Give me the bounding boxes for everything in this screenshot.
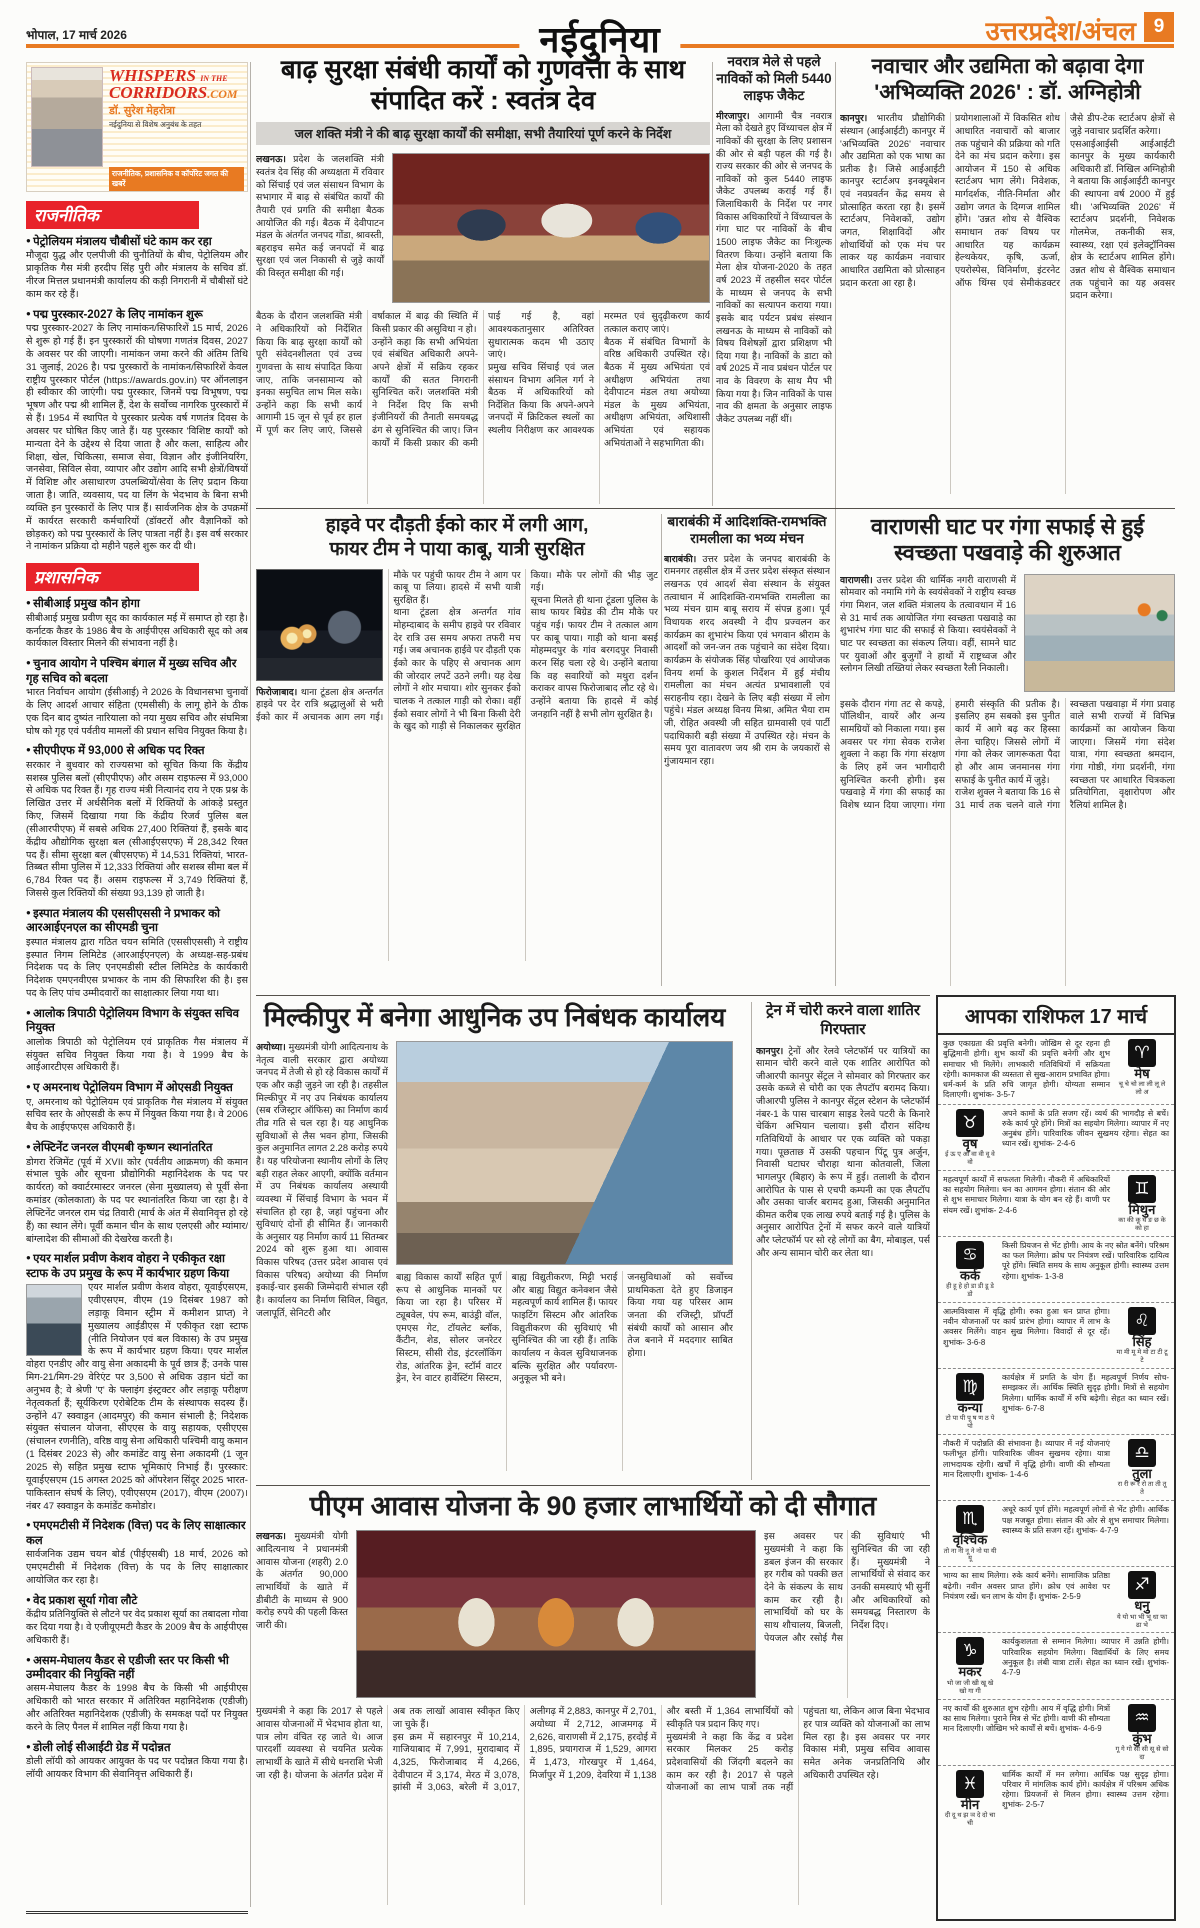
article-headline: नवरात्र मेले से पहले नाविकों को मिली 5440 लाइफ जैकेट (716, 54, 832, 103)
brief-body: इस्पात मंत्रालय द्वारा गठित चयन समिति (एससीएससी) ने राष्ट्रीय इस्पात निगम लिमिटेड (आरआईएनएल) के अध्यक्ष-सह-प्रबंध निदेशक पद के लिए एनएमडीसी स्टील लिमिटेड के कार्यकारी निदेशक एमएनवीएस प्रभाकर के नाम की सिफारिश की है। इस पद के लिए पांच उम्मीदवारों का साक्षात्कार लिया गया था। (26, 936, 248, 1000)
news-brief (26, 907, 248, 1001)
horoscope-text: अधूरे कार्य पूर्ण होंगे। महत्वपूर्ण लोगों से भेंट होगी। आर्थिक पक्ष मजबूत होगा। संतान की ओर से शुभ समाचार मिलेगा। स्वास्थ्य के प्रति सजग रहें। शुभांक- 4-7-9 (1002, 1505, 1169, 1535)
zodiac-name: कुंभ (1132, 1730, 1152, 1746)
divider-vertical (250, 62, 251, 1907)
ganga-ghat-photo (1024, 574, 1175, 692)
zodiac-icon: ♊ (1128, 1175, 1156, 1203)
brief-body: सार्वजनिक उद्यम चयन बोर्ड (पीईएसबी) 18 मार्च, 2026 को एमएमटीसी में निदेशक (वित्त) के पद के लिए साक्षात्कार आयोजित कर रहा है। (26, 1549, 248, 1586)
zodiac-icon: ♒ (1128, 1704, 1156, 1732)
zodiac-icon: ♉ (956, 1109, 984, 1137)
news-brief (26, 1007, 248, 1075)
horoscope-panel (936, 995, 1176, 1921)
news-brief (26, 235, 248, 302)
zodiac-name: कन्या (957, 1400, 983, 1416)
zodiac-syllables: दी दू थ झ ञ दे दो चा ची (944, 1811, 996, 1827)
horoscope-entry (938, 1766, 1174, 1831)
brief-body: डोगरा रेजिमेंट (पूर्व में XVII कोर (पर्वतीय आक्रमण) की कमान संभाल चुके और सूचना प्रौद्योगिकी महानिदेशक के पद पर कार्यरत) को क्वार्टरमास्टर जनरल (सेना मुख्यालय) से पूर्वी सेना कमांडर (कोलकाता) के पद पर स्थानांतरित किया जा रहा है। वे लेफ्टिनेंट जनरल राम चंद्र तिवारी (मार्च के अंत में सेवानिवृत्त हो रहे हैं) का स्थान लेंगे। पूर्वी कमान चीन के साथ एलएसी और म्यांमार/बांग्लादेश की सीमाओं की देखरेख करती है। (26, 1156, 248, 1245)
zodiac-icon: ♌ (1128, 1307, 1156, 1335)
zodiac-syllables: तो ना नी नू ने नो या यी यू (943, 1547, 997, 1563)
zodiac-name: वृष (962, 1135, 978, 1151)
zodiac-name: तुला (1132, 1466, 1152, 1482)
zodiac-icon: ♎ (1128, 1439, 1156, 1467)
dateline: अयोध्या। (256, 1042, 286, 1053)
brief-title: ● इस्पात मंत्रालय की एससीएससी ने प्रभाकर को आरआईएनएल का सीएमडी चुना (26, 907, 248, 936)
article-headline: मिल्कीपुर में बनेगा आधुनिक उप निबंधक कार्यालय (263, 1002, 726, 1032)
news-brief (26, 597, 248, 651)
zodiac-syllables: मा मी मू मे मो टा टी टू टे (1116, 1349, 1168, 1365)
news-brief (26, 744, 248, 901)
horoscope-entries (938, 1035, 1174, 1831)
zodiac-icon: ♓ (956, 1770, 984, 1798)
brief-body: आलोक त्रिपाठी को पेट्रोलियम एवं प्राकृतिक गैस मंत्रालय में संयुक्त सचिव नियुक्त किया गया है। वे 1999 बैच के आईआरटीएस अधिकारी हैं। (26, 1036, 248, 1074)
horoscope-text: भाग्य का साथ मिलेगा। रुके कार्य बनेंगे। सामाजिक प्रतिष्ठा बढ़ेगी। नवीन अवसर प्राप्त होंगे। क्रोध एवं आवेश पर नियंत्रण रखें। धन लाभ के योग हैं। शुभांक- 2-5-9 (943, 1571, 1110, 1601)
brief-body: मौजूदा युद्ध और एलपीजी की चुनौतियों के बीच, पेट्रोलियम और प्राकृतिक गैस मंत्री हरदीप सिंह पुरी और मंत्रालय के सचिव डॉ. नीरज मित्तल प्रधानमंत्री कार्यालय की कड़ी निगरानी में चौबीसों घंटे काम कर रहे हैं। (26, 250, 248, 300)
office-building-photo (396, 1041, 733, 1265)
news-brief (26, 1594, 248, 1648)
horoscope-title: आपका राशिफल 17 मार्च (938, 997, 1174, 1035)
zodiac-syllables: चू चे चो ला ली लू ले लो अ (1118, 1081, 1166, 1097)
zodiac-icon: ♑ (956, 1637, 984, 1665)
brief-title: ● चुनाव आयोग ने पश्चिम बंगाल में मुख्य सचिव और गृह सचिव को बदला (26, 657, 248, 686)
meeting-photo (392, 153, 710, 303)
air-marshal-portrait (26, 1284, 82, 1356)
brief-title: ● वेद प्रकाश सूर्या गोवा लौटे (26, 1594, 248, 1608)
horoscope-text: धार्मिक कार्यों में मन लगेगा। आर्थिक पक्ष सुदृढ़ होगा। परिवार में मांगलिक कार्य होंगे। कार्यक्षेत्र में परिश्रम अधिक रहेगा। प्रियजनों से मिलन होगा। स्वास्थ्य उत्तम रहेगा। शुभांक- 2-5-7 (1002, 1769, 1169, 1810)
section-head-politics: राजनीतिक (26, 201, 199, 229)
zodiac-name: वृश्चिक (952, 1532, 988, 1548)
news-brief (26, 1141, 248, 1246)
zodiac-name: कर्क (960, 1267, 980, 1283)
cm-event-photo (356, 1530, 756, 1698)
horoscope-text: कुछ एकाग्रता की प्रवृत्ति बनेगी। जोखिम से दूर रहना ही बुद्धिमानी होगी। शुभ कार्यों की प्रवृत्ति बनेगी और शुभ समाचार भी मिलेंगे। लाभकारी गतिविधियों में सक्रियता रहेगी। कामकाज की व्यस्तता से सुख-आराम प्रभावित होगा। धर्म-कर्म के प्रति रुचि जागृत होगी। योग्यता सम्मान दिलाएगी। शुभांक- 3-5-7 (943, 1039, 1110, 1100)
admin-items-b (26, 1519, 248, 1781)
horoscope-text: नए कार्यों की शुरुआत शुभ रहेगी। आय में वृद्धि होगी। मित्रों का साथ मिलेगा। पुराने मित्र से भेंट होगी। वाणी की सौम्यता मान दिलाएगी। जोखिम भरे कार्यों से बचें। शुभांक- 4-6-9 (943, 1703, 1110, 1734)
dateline: लखनऊ। (256, 154, 286, 165)
zodiac-name: मिथुन (1128, 1201, 1156, 1217)
section-label: उत्तरप्रदेश/अंचल (985, 16, 1136, 46)
news-brief (26, 1741, 248, 1782)
brief-body: सरकार ने बुधवार को राज्यसभा को सूचित किया कि केंद्रीय सशस्त्र पुलिस बलों (सीएपीएफ) और असम राइफल्स में 93,000 से अधिक पद रिक्त हैं। गृह राज्य मंत्री नित्यानंद राय ने एक प्रश्न के लिखित उत्तर में अर्धसैनिक बलों में रिक्तियों के आंकड़े प्रस्तुत किए, जिसमें दिखाया गया कि केंद्रीय रिजर्व पुलिस बल (सीआरपीएफ) में सबसे अधिक 27,400 रिक्तियां हैं, इसके बाद केंद्रीय औद्योगिक सुरक्षा बल (सीआईएसएफ) में 28,342 रिक्त पद हैं। सीमा सुरक्षा बल (बीएसएफ) में 14,531 रिक्तियां, भारत-तिब्बत सीमा पुलिस में 12,333 रिक्तियां और सशस्त्र सीमा बल में 6,784 रिक्त पद हैं। असम राइफल्स में 3,749 रिक्तियां हैं, जिससे कुल रिक्तियों की संख्या 93,139 हो जाती है। (26, 759, 248, 900)
ad-strip: राजनीतिक, प्रशासनिक व कॉर्पोरेट जगत की खबरें (109, 167, 244, 191)
brief-body: डोली लॉयी को आयकर आयुक्त के पद पर पदोन्नत किया गया है। लॉयी आयकर विभाग की सेवानिवृत्त अधिकारी हैं। (26, 1756, 248, 1780)
brief-title: ● सीबीआई प्रमुख कौन होगा (26, 597, 248, 611)
article-body: फिरोजाबाद। थाना टूंडला क्षेत्र अन्तर्गत हाइवे पर देर रात्रि श्रद्धालुओं से भरी ईको कार में अचानक आग लग गई। मौके पर पहुंची फायर टीम ने आग पर काबू पा लिया। हादसे में सभी यात्री सुरक्षित हैं। थाना टूंडला क्षेत्र अन्तर्गत गांव मोहम्दाबाद के समीप हाइवे पर रविवार देर रात्रि उस समय अफरा तफरी मच गई। जब अचानक हाईवे पर दौड़ती एक ईको कार के पहिए से अचानक आग की जोरदार लपटें उठने लगी। यह देख लोगों ने शोर मचाया। शोर सुनकर ईको चालक ने तत्काल गाड़ी को रोका। वहीं ईको सवार लोगों ने भी बिना किसी देरी के खुद को गाड़ी से निकालकर सुरक्षित किया। मौके पर लोगों की भीड़ जुट गई। सूचना मिलते ही थाना टूंडला पुलिस के साथ फायर बिग्रेड की टीम मौके पर पहुंच गई। फायर टीम ने तत्काल आग पर काबू पाया। गाड़ी को थाना बसई मोहम्मदपुर के गांव बरगदपुर निवासी करन सिंह चला रहे थे। उन्होंने बताया कि वह सवारियों को मथुरा दर्शन कराकर वापस फिरोजाबाद लौट रहे थे। उन्होंने बताया कि हादसे में कोई जनहानि नहीं है सभी लोग सुरक्षित है। (256, 569, 658, 732)
zodiac-icon: ♍ (956, 1373, 984, 1401)
article-eco-car-fire (256, 514, 658, 986)
article-headline: वाराणसी घाट पर गंगा सफाई से हुई स्वच्छता पखवाड़े की शुरुआत (870, 514, 1145, 566)
article-life-jackets (716, 54, 832, 504)
dateline: फिरोजाबाद। (256, 686, 298, 697)
whispers-ad[interactable] (26, 62, 248, 192)
brief-title: ● आलोक त्रिपाठी पेट्रोलियम विभाग के संयुक्त सचिव नियुक्त (26, 1007, 248, 1036)
article-lede: अयोध्या। मुख्यमंत्री योगी आदित्यनाथ के नेतृत्व वाली सरकार द्वारा अयोध्या जनपद में तेजी से हो रहे विकास कार्यों में एक और कड़ी जुड़ने जा रही है। तहसील मिल्कीपुर में नए उप निबंधक कार्यालय (सब रजिस्ट्रार ऑफिस) का निर्माण कार्य तीव्र गति से चल रहा है। यह आधुनिक सुविधाओं से लैस भवन होगा, जिसकी कुल अनुमानित लागत 2.28 करोड़ रुपये है। यह परियोजना स्थानीय लोगों के लिए बड़ी राहत लेकर आएगी, क्योंकि वर्तमान में उप निबंधक कार्यालय अस्थायी व्यवस्था में सिंचाई विभाग के भवन में संचालित हो रहा है, जहां पहुंचना और सुविधाएं दोनों ही सीमित हैं। जानकारी के अनुसार यह निर्माण कार्य 11 सितम्बर 2024 को शुरू हुआ था। आवास विकास परिषद (उत्तर प्रदेश आवास एवं विकास परिषद) अयोध्या की निर्माण इकाई-चार इसकी जिम्मेदारी संभाल रही है। कार्यालय का निर्माण सिविल, विद्युत, जलापूर्ति, सेनिटरी और (256, 1042, 388, 1318)
dateline: बाराबंकी। (664, 553, 697, 564)
page-number-badge: 9 (1144, 12, 1174, 42)
zodiac-name: मकर (958, 1664, 982, 1680)
brief-title: ● एयर मार्शल प्रवीण केशव वोहरा ने एकीकृत रक्षा स्टाफ के उप प्रमुख के रूप में कार्यभार ग्रहण किया (26, 1252, 248, 1281)
zodiac-icon: ♐ (1128, 1571, 1156, 1599)
article-milkipur-office (256, 1002, 733, 1480)
news-brief-air-marshal (26, 1252, 248, 1513)
zodiac-syllables: टो पा पी पू ष ण ठ पे पो (945, 1415, 995, 1431)
car-fire-photo (256, 569, 383, 681)
news-brief (26, 657, 248, 738)
dateline: वाराणसी। (840, 574, 873, 585)
ad-title-inthe: IN THE (200, 74, 228, 83)
ad-title-line1: WHISPERS (109, 66, 196, 85)
brief-title: ● लेफ्टिनेंट जनरल वीएमबी कृष्णन स्थानांतरित (26, 1141, 248, 1155)
divider-horizontal (256, 1485, 930, 1486)
edition-date: भोपाल, 17 मार्च 2026 (26, 28, 127, 42)
article-body: बाह्य विकास कार्यों सहित पूर्ण रूप से आधुनिक मानकों पर किया जा रहा है। परिसर में ट्यूबवेल, पंप रूम, बाउंड्री वॉल, एमएस गेट, टॉयलेट ब्लॉक, कैंटीन, शेड, सोलर जनरेटर सिस्टम, सीसी रोड, इंटरलॉकिंग रोड, आंतरिक ड्रेन, स्टॉर्म वाटर ड्रेन, रेन वाटर हार्वेस्टिंग सिस्टम, बाह्य विद्युतीकरण, मिट्टी भराई और बाह्य विद्युत कनेक्शन जैसे महत्वपूर्ण कार्य शामिल हैं। फायर फाइटिंग सिस्टम और आंतरिक विद्युतीकरण की सुविधाएं भी सुनिश्चित की जा रही हैं। ताकि कार्यालय न केवल सुविधाजनक बल्कि सुरक्षित और पर्यावरण-अनुकूल भी बने। जनसुविधाओं को सर्वोच्च प्राथमिकता देते हुए डिजाइन किया गया यह परिसर आम जनता की रजिस्ट्री, प्रॉपर्टी संबंधी कार्यों को आसान और तेज बनाने में मददगार साबित होगा। (396, 1272, 733, 1384)
brief-body: पद्म पुरस्कार-2027 के लिए नामांकन/सिफारिशें 15 मार्च, 2026 से शुरू हो गई हैं। इन पुरस्कारों की घोषणा गणतंत्र दिवस, 2027 के अवसर पर की जाएगी। नामांकन जमा करने की अंतिम तिथि 31 जुलाई, 2026 है। पद्म पुरस्कारों के नामांकन/सिफारिशें केवल राष्ट्रीय पुरस्कार पोर्टल (https://awards.gov.in) पर ऑनलाइन ही स्वीकार की जाएंगी। पद्म पुरस्कार, जिनमें पद्म विभूषण, पद्म भूषण और पद्म श्री शामिल हैं, देश के सर्वोच्च नागरिक पुरस्कारों में से हैं। 1954 में स्थापित ये पुरस्कार प्रत्येक वर्ष गणतंत्र दिवस के अवसर पर घोषित किए जाते हैं। यह पुरस्कार 'विशिष्ट कार्यों' को मान्यता देने के उद्देश्य से दिया जाता है और कला, साहित्य और शिक्षा, खेल, चिकित्सा, समाज सेवा, विज्ञान और इंजीनियरिंग, जनसेवा, सिविल सेवा, व्यापार और उद्योग आदि सभी क्षेत्रों/विषयों में विशिष्ट और असाधारण उपलब्धियों/सेवा के लिए प्रदान किया जाता है। जाति, व्यवसाय, पद या लिंग के भेदभाव के बिना सभी व्यक्ति इन पुरस्कारों के लिए पात्र हैं। सार्वजनिक क्षेत्र के उपक्रमों में कार्यरत सरकारी कर्मचारियों (डॉक्टरों और वैज्ञानिकों को छोड़कर) को पद्म पुरस्कारों के लिए पात्रता नहीं है। इस वर्ष सरकार ने नामांकन प्रक्रिया दो महीने पहले शुरू कर दी थी। (26, 323, 248, 553)
zodiac-syllables: रा री रू रे रो ता ती तू ते (1117, 1481, 1167, 1497)
article-headline: बाराबंकी में आदिशक्ति-रामभक्ति रामलीला का भव्य मंचन (667, 514, 827, 546)
brief-body: असम-मेघालय कैडर के 1998 बैच के किसी भी आईपीएस अधिकारी को भारत सरकार में अतिरिक्त महानिदेशक (एडीजी) और अतिरिक्त महानिदेशक (एडीजी) के समकक्ष पदों पर नियुक्त करने के लिए पैनल में शामिल नहीं किया गया है। (26, 1683, 248, 1733)
horoscope-text: किसी प्रियजन से भेंट होगी। आय के नए स्रोत बनेंगे। परिश्रम का फल मिलेगा। क्रोध पर नियंत्रण रखें। पारिवारिक दायित्व पूरे होंगे। स्थिति समय के साथ अनुकूल होगी। स्वास्थ्य उत्तम रहेगा। शुभांक- 1-3-8 (1002, 1240, 1169, 1281)
article-lede: वाराणसी। उत्तर प्रदेश की धार्मिक नगरी वाराणसी में सोमवार को नमामि गंगे के स्वयंसेवकों ने राष्ट्रीय स्वच्छ गंगा मिशन, जल शक्ति मंत्रालय के तत्वावधान में 16 से 31 मार्च तक आयोजित गंगा स्वच्छता पखवाड़े का शुभारंभ गंगा घाट की सफाई से किया। स्वयंसेवकों ने घाट पर स्वच्छता का संकल्प लिया। वहीं, सामने घाट पर युवाओं और बुजुर्गों ने हाथों में राष्ट्रध्वज और स्लोगन लिखी तख्तियां लेकर स्वच्छता रैली निकाली। (840, 574, 1017, 674)
masthead-title: नईदुनिया (519, 14, 680, 63)
horoscope-entry (938, 1035, 1174, 1105)
brief-title: ● असम-मेघालय कैडर से एडीजी स्तर पर किसी भी उम्मीदवार की नियुक्ति नहीं (26, 1654, 248, 1683)
zodiac-name: मीन (960, 1796, 980, 1812)
horoscope-entry (938, 1501, 1174, 1567)
horoscope-entry (938, 1237, 1174, 1303)
dateline: मीरजापुर। (716, 110, 750, 121)
article-headline: ट्रेन में चोरी करने वाला शातिर गिरफ्तार (765, 1002, 921, 1038)
zodiac-icon: ♏ (956, 1505, 984, 1533)
article-flood-review (256, 54, 710, 504)
article-abhivyakti (840, 54, 1175, 504)
brief-title: ● डोली लोई सीआईटी ग्रेड में पदोन्नत (26, 1741, 248, 1755)
news-brief (26, 1081, 248, 1135)
article-ganga-cleanup (840, 514, 1175, 986)
ad-author: डॉ. सुरेश मेहरोत्रा (109, 105, 176, 117)
dateline: कानपुर। (756, 1045, 784, 1056)
zodiac-icon: ♈ (1128, 1039, 1156, 1067)
columnist-photo (31, 67, 103, 167)
whispers-column (26, 62, 248, 1914)
article-headline: पीएम आवास योजना के 90 हजार लाभार्थियों को दी सौगात (309, 1491, 877, 1521)
ad-title-line2: CORRIDORS (109, 83, 208, 102)
zodiac-name: धनु (1134, 1598, 1150, 1614)
section-head-admin: प्रशासनिक (26, 563, 199, 591)
article-headline: बाढ़ सुरक्षा संबंधी कार्यों को गुणवत्ता के साथ संपादित करें : स्वतंत्र देव (280, 54, 686, 115)
brief-body: सीबीआई प्रमुख प्रवीण सूद का कार्यकाल मई में समाप्त हो रहा है। कर्नाटक कैडर के 1986 बैच के आईपीएस अधिकारी सूद को अब कार्यकाल विस्तार मिलने की संभावना नहीं है। (26, 612, 248, 650)
divider-vertical (712, 62, 713, 506)
ad-tagline: नईदुनिया से विशेष अनुबंध के तहत (109, 120, 202, 129)
horoscope-text: नौकरी में पदोन्नति की संभावना है। व्यापार में नई योजनाएं फलीभूत होंगी। पारिवारिक जीवन सुखमय रहेगा। यात्रा लाभदायक रहेगी। खर्चों में वृद्धि होगी। वाणी की सौम्यता मान दिलाएगी। शुभांक- 1-4-6 (943, 1439, 1110, 1479)
article-body: कानपुर। भारतीय प्रौद्योगिकी संस्थान (आईआईटी) कानपुर में 'अभिव्यक्ति 2026' नवाचार और उद्यमिता को एक भाषा का प्रतीक है। जिसे आईआईटी कानपुर स्टार्टअप इनक्यूबेशन एवं नवप्रवर्तन केंद्र समय से प्रोत्साहित करता रहा है। इसमें स्टार्टअप, निवेशकों, उद्योग जगत, शिक्षाविदों और शोधार्थियों को एक मंच पर लाकर यह कार्यक्रम नवाचार आधारित उद्यमिता को प्रोत्साहन प्रदान करता आ रहा है। प्रयोगशालाओं में विकसित शोध आधारित नवाचारों को बाजार तक पहुंचाने की प्रक्रिया को गति देने का मंच प्रदान करेगा। इस आयोजन में 150 से अधिक स्टार्टअप भाग लेंगे। निवेशक, मार्गदर्शक, नीति-निर्माता और उद्योग जगत के दिग्गज शामिल होंगे। 'उन्नत शोध से वैश्विक समाधान तक' विषय पर आधारित यह कार्यक्रम हेल्थकेयर, कृषि, ऊर्जा, एयरोस्पेस, विनिर्माण, इंटरनेट ऑफ थिंग्स एवं सेमीकंडक्टर जैसे डीप-टेक स्टार्टअप क्षेत्रों से जुड़े नवाचार प्रदर्शित करेगा। एसआईआईसी आईआईटी कानपुर के मुख्य कार्यकारी अधिकारी डॉ. निखिल अग्निहोत्री ने बताया कि आईआईटी कानपुर की स्थापना वर्ष 2000 में हुई थी। 'अभिव्यक्ति 2026' में स्टार्टअप प्रदर्शनी, निवेशक गोलमेज, तकनीकी सत्र, स्वास्थ्य, रक्षा एवं इलेक्ट्रॉनिक्स क्षेत्र के स्टार्टअप शामिल होंगे। उन्नत शोध से वैश्विक समाधान तक पहुंचाने का यह अवसर प्रदान करेगा। (840, 113, 1175, 301)
brief-body: ए, अमरनाथ को पेट्रोलियम एवं प्राकृतिक गैस मंत्रालय में संयुक्त सचिव स्तर के ओएसडी के रूप में नियुक्त किया गया है। वे 2006 बैच के आईएफएस अधिकारी हैं। (26, 1096, 248, 1134)
brief-body: एयर मार्शल प्रवीण केशव वोहरा, यूवाईएसएम, एवीएसएम, वीएम (19 दिसंबर 1987 को लड़ाकू विमान स्ट्रीम में कमीशन प्राप्त) ने मुख्यालय आईडीएस में एकीकृत रक्षा स्टाफ (नीति नियोजन एवं बल विकास) के उप प्रमुख के रूप में कार्यभार ग्रहण किया। एयर मार्शल वोहरा एनडीए और वायु सेना अकादमी के पूर्व छात्र हैं; उनके पास मिग-21/मिग-29 वेरिएंट पर 3,500 से अधिक उड़ान घंटों का अनुभव है; वे श्रेणी 'ए' के फ्लाइंग इंस्ट्रक्टर और लड़ाकू परीक्षण नेतृत्वकर्ता हैं; सूर्यकिरण एरोबेटिक टीम के संस्थापक सदस्य हैं। उन्होंने 47 स्क्वाड्रन (आदमपुर) की कमान संभाली है; निदेशक संयुक्त संचालन योजना, सीएएस के वायु सहायक, एसीएएस (संचालन रणनीति), वरिष्ठ वायु सेना अधिकारी पश्चिमी वायु कमान (1 दिसंबर 2023 से) और कमांडेंट वायु सेना अकादमी (1 जून 2025 से) सहित प्रमुख स्टाफ भूमिकाएं निभाई हैं। पुरस्कार: यूवाईएसएम (15 अगस्त 2025 को ऑपरेशन सिंदूर 2025 भारत-पाकिस्तान संघर्ष के लिए), एवीएसएम (2017), वीएम (2007)। नंबर 47 स्क्वाड्रन के कमांडेंट कमोडोर। (26, 1282, 248, 1512)
horoscope-text: महत्वपूर्ण कार्यों में सफलता मिलेगी। नौकरी में अधिकारियों का सहयोग मिलेगा। धन का आगमन होगा। संतान की ओर से शुभ समाचार मिलेगा। यात्रा के योग बन रहे हैं। वाणी पर संयम रखें। शुभांक- 2-4-6 (943, 1174, 1110, 1215)
divider-vertical (661, 514, 662, 986)
article-pm-awas (256, 1490, 930, 1920)
zodiac-syllables: गू गे गो सा सी सू से सो दा (1115, 1745, 1169, 1761)
horoscope-entry (938, 1700, 1174, 1766)
zodiac-syllables: का की कू घ ङ छ के को हा (1118, 1217, 1166, 1232)
brief-body: भारत निर्वाचन आयोग (ईसीआई) ने 2026 के विधानसभा चुनावों के लिए आदर्श आचार संहिता (एमसीसी) के लागू होने के ठीक एक दिन बाद दुष्यंत नारियाला को नया मुख्य सचिव और संघमित्रा घोष को गृह एवं पर्वतीय मामलों की प्रधान सचिव नियुक्त किया है। (26, 686, 248, 737)
news-brief (26, 308, 248, 555)
article-subhead: जल शक्ति मंत्री ने की बाढ़ सुरक्षा कार्यों की समीक्षा, सभी तैयारियां पूर्ण करने के निर्देश (256, 122, 710, 145)
brief-title: ● ए अमरनाथ पेट्रोलियम विभाग में ओएसडी नियुक्त (26, 1081, 248, 1095)
horoscope-entry (938, 1435, 1174, 1501)
article-body: कानपुर। ट्रेनों और रेलवे प्लेटफॉर्म पर यात्रियों का सामान चोरी करने वाले एक शातिर आरोपित को जीआरपी कानपुर सेंट्रल ने सोमवार को गिरफ्तार कर उसके कब्जे से चोरी का एक लैपटॉप बरामद किया। जीआरपी पुलिस ने कानपुर सेंट्रल स्टेशन के प्लेटफॉर्म नंबर-1 के पास चारबाग साइड रेलवे पटरी के किनारे चेकिंग अभियान चलाया। इसी दौरान संदिग्ध गतिविधियों के आधार पर एक व्यक्ति को पकड़ा गया। पूछताछ में उसकी पहचान पिंटू पुत्र अर्जुन, निवासी घटाघर चौराहा थाना कोतवाली, जिला भागलपुर (बिहार) के रूप में हुई। तलाशी के दौरान आरोपित के पास से एचपी कम्पनी का एक लैपटॉप और उसका चार्जर बरामद हुआ, जिसकी अनुमानित कीमत करीब एक लाख रुपये बताई गई है। पुलिस के अनुसार आरोपित ट्रेनों में सफर करने वाले यात्रियों और प्लेटफॉर्म पर सो रहे लोगों का बैग, मोबाइल, पर्स और अन्य सामान चोरी कर लेता था। (756, 1045, 930, 1258)
article-train-thief (756, 1002, 930, 1480)
horoscope-text: अपने कामों के प्रति सजग रहें। व्यर्थ की भागदौड़ से बचें। रुके कार्य पूरे होंगे। मित्रों का सहयोग मिलेगा। व्यापार में नए अनुबंध होंगे। पारिवारिक जीवन सुखमय रहेगा। सेहत का ध्यान रखें। शुभांक- 2-4-6 (1002, 1108, 1169, 1149)
brief-title: ● एमएमटीसी में निदेशक (वित्त) पद के लिए साक्षात्कार कल (26, 1519, 248, 1548)
article-body: मुख्यमंत्री ने कहा कि 2017 से पहले आवास योजनाओं में भेदभाव होता था, पात्र लोग वंचित रह जाते थे। आज पारदर्शी व्यवस्था से चयनित प्रत्येक लाभार्थी के खाते में सीधे धनराशि भेजी जा रही है। योजना के अंतर्गत प्रदेश में अब तक लाखों आवास स्वीकृत किए जा चुके हैं। इस क्रम में सहारनपुर में 10,214, गाजियाबाद में 7,991, मुरादाबाद में 4,325, फिरोजाबाद में 4,266, देवीपाटन में 3,174, मेरठ में 3,078, झांसी में 3,063, बरेली में 3,017, अलीगढ़ में 2,883, कानपुर में 2,701, अयोध्या में 2,712, आजमगढ़ में 2,626, वाराणसी में 2,175, हरदोई में 1,895, प्रयागराज में 1,529, आगरा में 1,473, गोरखपुर में 1,464, मिर्जापुर में 1,209, देवरिया में 1,138 और बस्ती में 1,364 लाभार्थियों को स्वीकृति पत्र प्रदान किए गए। मुख्यमंत्री ने कहा कि केंद्र व प्रदेश सरकार मिलकर 25 करोड़ प्रदेशवासियों की जिंदगी बदलने का काम कर रही है। 2017 से पहले योजनाओं का लाभ पात्रों तक नहीं पहुंचता था, लेकिन आज बिना भेदभाव हर पात्र व्यक्ति को योजनाओं का लाभ मिल रहा है। इस अवसर पर नगर विकास मंत्री, प्रमुख सचिव आवास समेत अनेक जनप्रतिनिधि और अधिकारी उपस्थित रहे। (256, 1706, 930, 1793)
horoscope-entry (938, 1105, 1174, 1171)
admin-items-a (26, 597, 248, 1246)
zodiac-syllables: भो जा जी खी खू खे खो गा गी (946, 1679, 994, 1695)
horoscope-entry (938, 1171, 1174, 1237)
horoscope-entry (938, 1567, 1174, 1633)
brief-title: ● सीएपीएफ में 93,000 से अधिक पद रिक्त (26, 744, 248, 758)
horoscope-entry (938, 1303, 1174, 1369)
horoscope-text: कार्यकुशलता से सम्मान मिलेगा। व्यापार में उन्नति होगी। पारिवारिक सहयोग मिलेगा। विद्यार्थियों के लिए समय अनुकूल है। लंबी यात्रा टालें। सेहत का ध्यान रखें। शुभांक- 4-7-9 (1002, 1637, 1169, 1678)
zodiac-name: मेष (1134, 1066, 1150, 1081)
dateline: लखनऊ। (256, 1531, 286, 1542)
article-ramleela (664, 514, 830, 986)
zodiac-syllables: ये यो भा भी भू धा फा ढा भे (1116, 1613, 1168, 1629)
article-headline: नवाचार और उद्यमिता को बढ़ावा देगा 'अभिव्यक्ति 2026' : डॉ. अग्निहोत्री (871, 55, 1144, 104)
horoscope-entry (938, 1369, 1174, 1435)
divider-vertical (751, 1002, 752, 1480)
brief-body: केंद्रीय प्रतिनियुक्ति से लौटने पर वेद प्रकाश सूर्या का तबादला गोवा कर दिया गया है। वे एजीयूएमटी कैडर के 2009 बैच के आईपीएस अधिकारी हैं। (26, 1609, 248, 1646)
article-body-right: इस अवसर पर मुख्यमंत्री ने कहा कि डबल इंजन की सरकार हर गरीब को पक्की छत देने के संकल्प के साथ काम कर रही है। लाभार्थियों को घर के साथ शौचालय, बिजली, पेयजल और रसोई गैस की सुविधाएं भी सुनिश्चित की जा रही हैं। मुख्यमंत्री ने लाभार्थियों से संवाद कर उनकी समस्याएं भी सुनीं और अधिकारियों को समयबद्ध निस्तारण के निर्देश दिए। (764, 1531, 930, 1643)
horoscope-text: कार्यक्षेत्र में प्रगति के योग हैं। महत्वपूर्ण निर्णय सोच-समझकर लें। आर्थिक स्थिति सुदृढ़ होगी। मित्रों से सहयोग मिलेगा। धार्मिक कार्यों में रुचि बढ़ेगी। सेहत का ध्यान रखें। शुभांक- 6-7-8 (1002, 1373, 1169, 1413)
dateline: कानपुर। (840, 113, 868, 124)
horoscope-entry (938, 1633, 1174, 1699)
zodiac-syllables: ई ऊ ए ओ वा वी वू वे वो (945, 1150, 995, 1166)
zodiac-icon: ♋ (956, 1241, 984, 1269)
brief-title: ● पेट्रोलियम मंत्रालय चौबीसों घंटे काम कर रहा (26, 235, 248, 249)
zodiac-name: सिंह (1132, 1333, 1152, 1349)
article-headline: हाइवे पर दौड़ती ईको कार में लगी आग, फायर टीम ने पाया काबू, यात्री सुरक्षित (325, 515, 589, 560)
ad-domain: .COM (207, 87, 238, 101)
divider-horizontal (256, 995, 930, 996)
divider-vertical (835, 62, 836, 986)
article-body: इसके दौरान गंगा तट से कपड़े, पॉलिथीन, वायरें और अन्य सामग्रियों को निकाला गया। इस अवसर पर गंगा सेवक राजेश शुक्ला ने कहा कि गंगा संरक्षण के लिए हमें जन भागीदारी सुनिश्चित करनी होगी। इस पखवाड़े में गंगा की सफाई का विशेष ध्यान दिया जाएगा। गंगा हमारी संस्कृति की प्रतीक है। इसलिए हम सबको इस पुनीत कार्य में आगे बढ़ कर हिस्सा लेना चाहिए। जिससे लोगों में गंगा को लेकर जागरूकता पैदा हो और आम जनमानस गंगा सफाई के पुनीत कार्य में जुड़े। राजेश शुक्ल ने बताया कि 16 से 31 मार्च तक चलने वाले गंगा स्वच्छता पखवाड़ा में गंगा प्रवाह वाले सभी राज्यों में विभिन्न कार्यक्रमों का आयोजन किया जाएगा। जिसमें गंगा संदेश यात्रा, गंगा स्वच्छता श्रमदान, गंगा गोष्ठी, गंगा प्रदर्शनी, गंगा स्वच्छता पर आधारित चित्रकला प्रतियोगिता, वृक्षारोपण और रैलियां शामिल है। (840, 698, 1175, 810)
divider-horizontal (256, 508, 1175, 509)
politics-items (26, 235, 248, 554)
horoscope-text: आत्मविश्वास में वृद्धि होगी। रुका हुआ धन प्राप्त होगा। नवीन योजनाओं पर कार्य प्रारंभ होगा। व्यापार में लाभ के अवसर मिलेंगे। वाहन सुख मिलेगा। विवादों से दूर रहें। शुभांक- 3-6-8 (943, 1306, 1110, 1347)
article-body: बाराबंकी। उत्तर प्रदेश के जनपद बाराबंकी के रामनगर तहसील क्षेत्र में उत्तर प्रदेश संस्कृत संस्थान लखनऊ एवं आदर्श सेवा संस्थान के संयुक्त तत्वाधान में आदिशक्ति-रामभक्ति रामलीला का भव्य मंचन ग्राम बाबू सराय में संपन्न हुआ। पूर्व विधायक शरद अवस्थी ने दीप प्रज्वलन कर कार्यक्रम का शुभारंभ किया एवं भगवान श्रीराम के आदर्शों को जन-जन तक पहुंचाने का संदेश दिया। कार्यक्रम के संयोजक सिंह पोखरिया एवं आयोजक विनय शर्मा के कुशल निर्देशन में हुई मंचीय रामलीला का मंचन अत्यंत प्रभावशाली एवं सराहनीय रहा। देखने के लिए बड़ी संख्या में लोग पहुंचे। मंडल अध्यक्ष विनय मिश्रा, अमित भैया राम जी, रोहित अवस्थी जी सहित ग्रामवासी एवं पार्टी पदाधिकारी बड़ी संख्या में उपस्थित रहे। मंचन के समय पूरा वातावरण जय श्री राम के जयकारों से गुंजायमान रहा। (664, 553, 830, 766)
news-brief (26, 1519, 248, 1587)
news-brief (26, 1654, 248, 1735)
article-lede: लखनऊ। मुख्यमंत्री योगी आदित्यनाथ ने प्रधानमंत्री आवास योजना (शहरी) 2.0 के अंतर्गत 90,000 लाभार्थियों के खाते में डीबीटी के माध्यम से 900 करोड़ रुपये की पहली किस्त जारी की। (256, 1531, 348, 1630)
brief-title: ● पद्म पुरस्कार-2027 के लिए नामांकन शुरू (26, 308, 248, 322)
article-lede: लखनऊ। प्रदेश के जलशक्ति मंत्री स्वतंत्र देव सिंह की अध्यक्षता में रविवार को सिंचाई एवं जल संसाधन विभाग के सभागार में बाढ़ से संबंधित कार्यों की तैयारी एवं प्रगति की समीक्षा बैठक आयोजित की गई। बैठक में देवीपाटन मंडल के अंतर्गत जनपद गोंडा, श्रावस्ती, बहराइच समेत कई जनपदों में बाढ़ सुरक्षा एवं जल निकासी से जुड़े कार्यों की विस्तृत समीक्षा की गई। (256, 154, 384, 279)
zodiac-syllables: ही हू हे हो डा डी डू डे डो (946, 1283, 994, 1299)
article-body: बैठक के दौरान जलशक्ति मंत्री ने अधिकारियों को निर्देशित किया कि बाढ़ सुरक्षा कार्यों को पूरी संवेदनशीलता एवं उच्च गुणवत्ता के साथ संपादित किया जाए, ताकि जनसामान्य को इनका समुचित लाभ मिल सके। उन्होंने कहा कि सभी कार्य आगामी 15 जून से पूर्व हर हाल में पूर्ण कर लिए जाएं, जिससे वर्षाकाल में बाढ़ की स्थिति में किसी प्रकार की असुविधा न हो। उन्होंने कहा कि सभी अभियंता एवं संबंधित अधिकारी अपने-अपने क्षेत्रों में सक्रिय रहकर कार्यों की सतत निगरानी सुनिश्चित करें। जलशक्ति मंत्री ने निर्देश दिए कि सभी इंजीनियरों की तैनाती समयबद्ध ढंग से सुनिश्चित की जाए। जिन कार्यों में किसी प्रकार की कमी पाई गई है, वहां आवश्यकतानुसार अतिरिक्त सुधारात्मक कदम भी उठाए जाएं। प्रमुख सचिव सिंचाई एवं जल संसाधन विभाग अनिल गर्ग ने बैठक में अधिकारियों को निर्देशित किया कि अपने-अपने जनपदों में क्रिटिकल स्थलों का स्थलीय निरीक्षण कर आवश्यक मरम्मत एवं सुदृढ़ीकरण कार्य तत्काल कराए जाएं। बैठक में संबंधित विभागों के वरिष्ठ अधिकारी उपस्थित रहे। बैठक में मुख्य अभियंता एवं अधीक्षण अभियंता तथा देवीपाटन मंडल तथा अयोध्या मंडल के मुख्य अभियंता, अधीक्षण अभियंता, अधिशासी अभियंता एवं सहायक अभियंताओं ने सहभागिता की। (256, 311, 710, 448)
article-body: मीरजापुर। आगामी चैत्र नवरात्र मेला को देखते हुए विंध्याचल क्षेत्र में नाविकों की सुरक्षा के लिए प्रशासन की ओर से बड़ी पहल की गई है। राज्य सरकार की ओर से जनपद के नाविकों को कुल 5440 लाइफ जैकेट उपलब्ध कराई गई हैं। जिलाधिकारी के निर्देश पर नगर विकास अधिकारियों ने विंध्याचल के गंगा घाट पर नाविकों के बीच 1500 लाइफ जैकेट का निःशुल्क वितरण किया। उन्होंने बताया कि मेला क्षेत्र योजना-2020 के तहत वर्ष 2023 में तहसील सदर पोर्टल के माध्यम से जनपद के सभी नाविकों का सत्यापन कराया गया। इसके बाद पर्यटन प्रबंध संस्थान लखनऊ के माध्यम से नाविकों को विषय विशेषज्ञों द्वारा प्रशिक्षण भी दिया गया है। नाविकों के डाटा को वर्ष 2025 में नाव प्रबंधन पोर्टल पर नाव के विवरण के साथ मैप भी किया गया है। जिन नाविकों के पास नाव की क्षमता के अनुसार लाइफ जैकेट उपलब्ध नहीं थीं। (716, 110, 832, 424)
